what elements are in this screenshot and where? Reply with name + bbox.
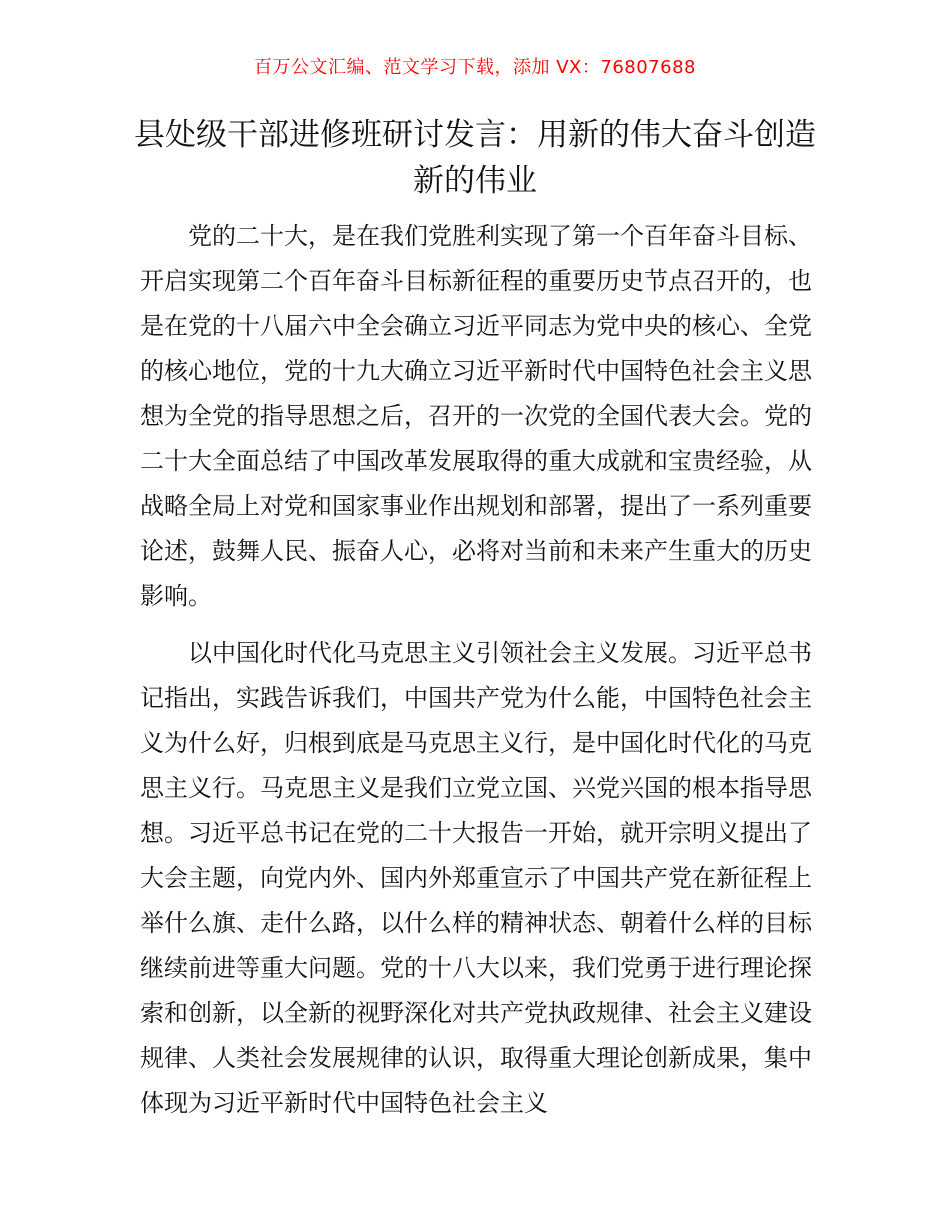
document-body xyxy=(140,214,812,1138)
paragraph-2: 以中国化时代化马克思主义引领社会主义发展。习近平总书记指出，实践告诉我们，中国共产党为什么能，中国特色社会主义为什么好，归根到底是马克思主义行，是中国化时代化的马克思主义行。马克思主义是我们立党立国、兴党兴国的根本指导思想。习近平总书记在党的二十大报告一开始，就开宗明义提出了大会主题，向党内外、国内外郑重宣示了中国共产党在新征程上举什么旗、走什么路，以什么样的精神状态、朝着什么样的目标继续前进等重大问题。党的十八大以来，我们党勇于进行理论探索和创新，以全新的视野深化对共产党执政规律、社会主义建设规律、人类社会发展规律的认识，取得重大理论创新成果，集中体现为习近平新时代中国特色社会主义 xyxy=(140,639,812,1117)
document-title: 县处级干部进修班研讨发言：用新的伟大奋斗创造新的伟业 xyxy=(134,117,816,199)
header-note: 百万公文汇编、范文学习下载，添加 VX：76807688 xyxy=(254,57,696,78)
paragraph-1: 党的二十大，是在我们党胜利实现了第一个百年奋斗目标、开启实现第二个百年奋斗目标新征程的重要历史节点召开的，也是在党的十八届六中全会确立习近平同志为党中央的核心、全党的核心地位，党的十九大确立习近平新时代中国特色社会主义思想为全党的指导思想之后，召开的一次党的全国代表大会。党的二十大全面总结了中国改革发展取得的重大成就和宝贵经验，从战略全局上对党和国家事业作出规划和部署，提出了一系列重要论述，鼓舞人民、振奋人心，必将对当前和未来产生重大的历史影响。 xyxy=(140,222,812,610)
